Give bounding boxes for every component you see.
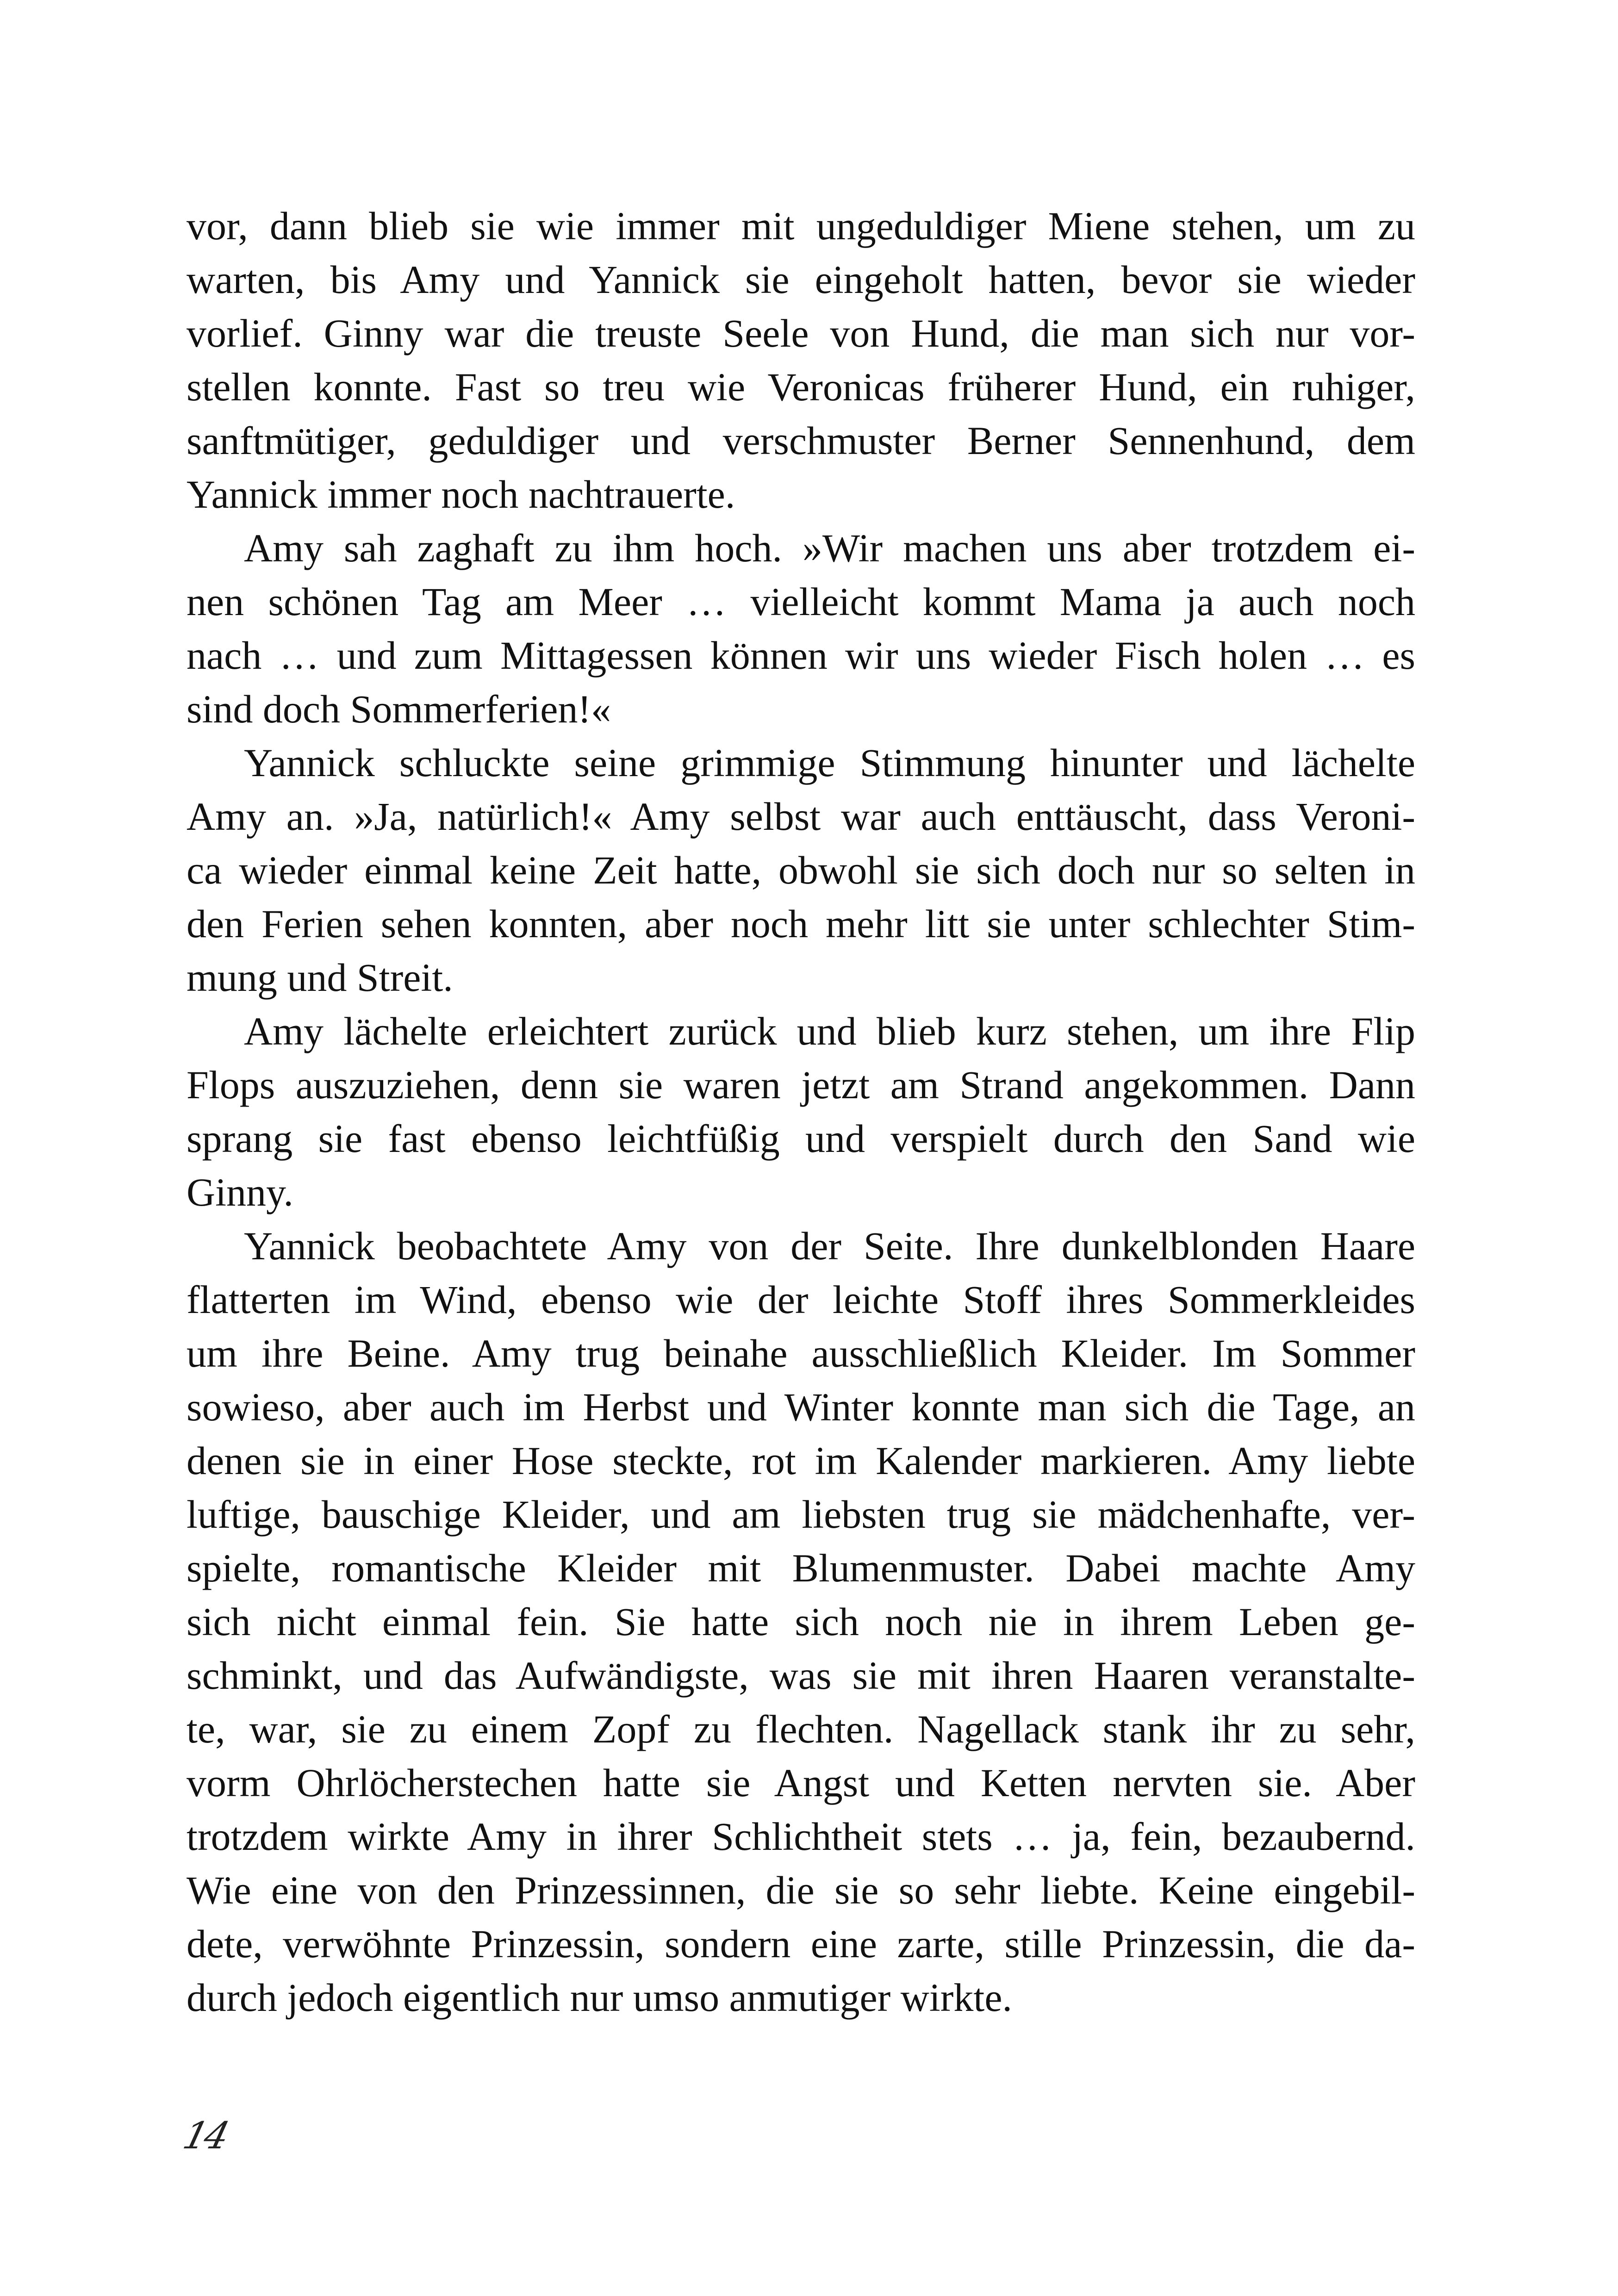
- text-line: denen sie in einer Hose steckte, rot im Kalender markieren. Amy liebte: [187, 1438, 1415, 1483]
- text-line: vorm Ohrlöcherstechen hatte sie Angst und Ketten nervten sie. Aber: [187, 1761, 1415, 1805]
- text-line: Amy lächelte erleichtert zurück und blieb kurz stehen, um ihre Flip: [244, 1009, 1415, 1053]
- text-line: dete, verwöhnte Prinzessin, sondern eine zarte, stille Prinzessin, die da-: [187, 1922, 1415, 1966]
- text-line: spielte, romantische Kleider mit Blumenmuster. Dabei machte Amy: [187, 1546, 1415, 1590]
- text-line: Ginny.: [187, 1170, 293, 1214]
- text-line: Flops auszuziehen, denn sie waren jetzt am Strand angekommen. Dann: [187, 1063, 1415, 1107]
- text-line: den Ferien sehen konnten, aber noch mehr litt sie unter schlechter Stim-: [187, 902, 1415, 946]
- text-line: sich nicht einmal fein. Sie hatte sich noch nie in ihrem Leben ge-: [187, 1599, 1415, 1644]
- text-line: sowieso, aber auch im Herbst und Winter konnte man sich die Tage, an: [187, 1385, 1415, 1429]
- text-line: luftige, bauschige Kleider, und am liebsten trug sie mädchenhafte, ver-: [187, 1492, 1415, 1537]
- text-line: warten, bis Amy und Yannick sie eingeholt hatten, bevor sie wieder: [187, 257, 1415, 302]
- text-line: Amy sah zaghaft zu ihm hoch. »Wir machen uns aber trotzdem ei-: [244, 526, 1415, 570]
- text-line: sind doch Sommerferien!«: [187, 687, 611, 731]
- text-line: Wie eine von den Prinzessinnen, die sie so sehr liebte. Keine eingebil-: [187, 1868, 1415, 1912]
- text-line: um ihre Beine. Amy trug beinahe ausschließlich Kleider. Im Sommer: [187, 1331, 1415, 1375]
- text-line: Amy an. »Ja, natürlich!« Amy selbst war auch enttäuscht, dass Veroni-: [187, 794, 1415, 839]
- text-line: nen schönen Tag am Meer … vielleicht kommt Mama ja auch noch: [187, 579, 1415, 624]
- page-number: 14: [179, 2114, 231, 2157]
- text-line: trotzdem wirkte Amy in ihrer Schlichtheit stets … ja, fein, bezaubernd.: [187, 1814, 1415, 1859]
- text-line: mung und Streit.: [187, 955, 453, 1000]
- text-line: stellen konnte. Fast so treu wie Veronicas früherer Hund, ein ruhiger,: [187, 365, 1415, 409]
- text-line: flatterten im Wind, ebenso wie der leichte Stoff ihres Sommerkleides: [187, 1277, 1415, 1322]
- body-text: [187, 199, 1415, 2024]
- text-line: Yannick immer noch nachtrauerte.: [187, 472, 735, 516]
- text-line: sanftmütiger, geduldiger und verschmuster Berner Sennenhund, dem: [187, 418, 1415, 463]
- text-line: nach … und zum Mittagessen können wir uns wieder Fisch holen … es: [187, 633, 1415, 678]
- text-line: te, war, sie zu einem Zopf zu flechten. Nagellack stank ihr zu sehr,: [187, 1707, 1415, 1751]
- text-line: vorlief. Ginny war die treuste Seele von Hund, die man sich nur vor-: [187, 311, 1415, 355]
- text-line: durch jedoch eigentlich nur umso anmutiger wirkte.: [187, 1975, 1012, 2020]
- text-line: sprang sie fast ebenso leichtfüßig und verspielt durch den Sand wie: [187, 1116, 1415, 1161]
- text-line: Yannick schluckte seine grimmige Stimmung hinunter und lächelte: [244, 740, 1415, 785]
- text-line: ca wieder einmal keine Zeit hatte, obwohl sie sich doch nur so selten in: [187, 848, 1415, 892]
- text-line: schminkt, und das Aufwändigste, was sie mit ihren Haaren veranstalte-: [187, 1653, 1415, 1698]
- text-line: vor, dann blieb sie wie immer mit ungeduldiger Miene stehen, um zu: [187, 204, 1415, 248]
- text-line: Yannick beobachtete Amy von der Seite. Ihre dunkelblonden Haare: [244, 1224, 1415, 1268]
